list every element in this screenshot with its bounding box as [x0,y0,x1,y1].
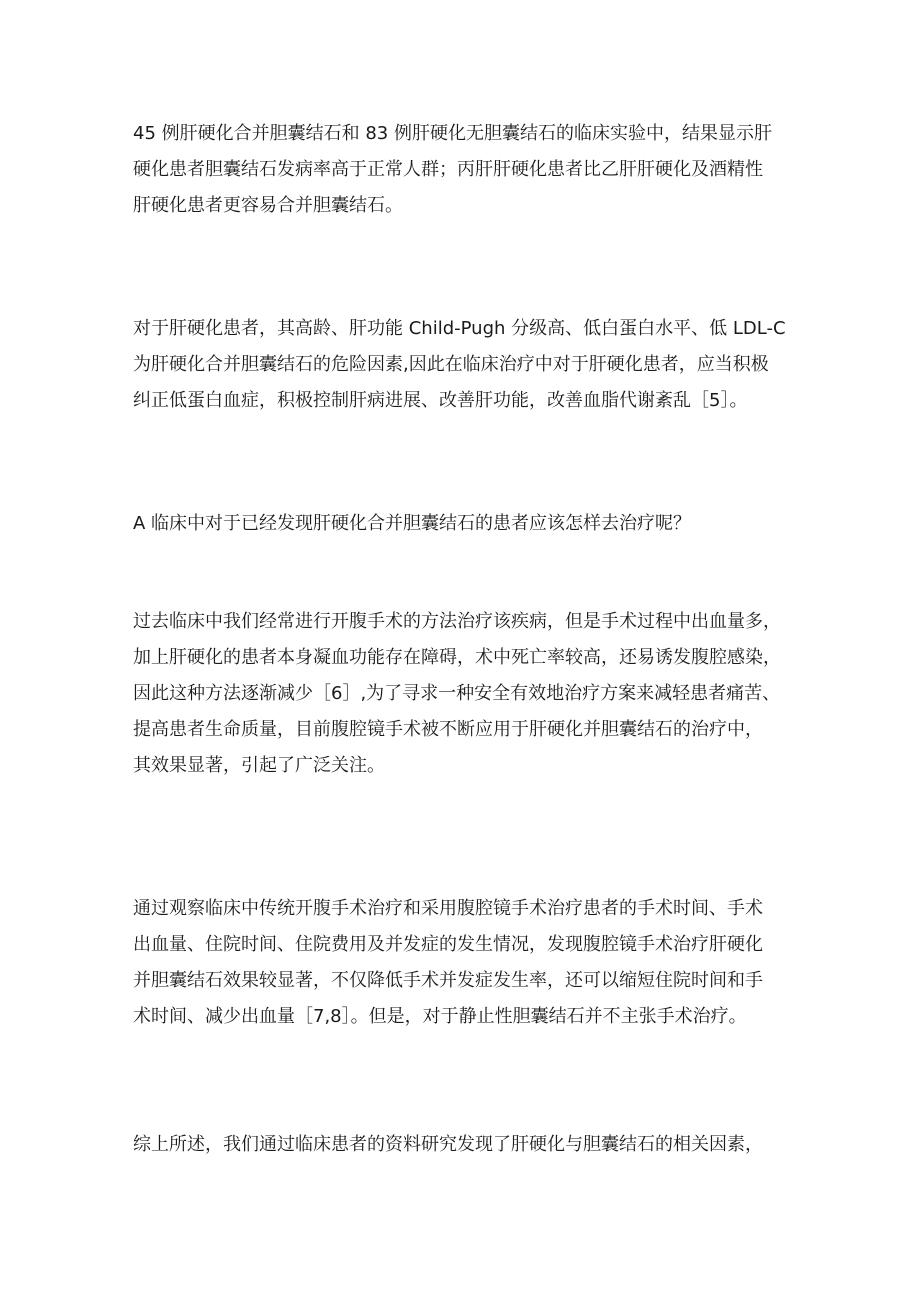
text-line: 肝硬化患者更容易合并胆囊结石。 [133,195,403,216]
paragraph-risk-factors [133,311,801,419]
text-line: 为肝硬化合并胆囊结石的危险因素,因此在临床治疗中对于肝硬化患者，应当积极 [133,354,769,375]
text-line: 其效果显著，引起了广泛关注。 [133,755,385,776]
text-line: 加上肝硬化的患者本身凝血功能存在障碍，术中死亡率较高，还易诱发腹腔感染， [133,647,781,668]
text-line: 对于肝硬化患者，其高龄、肝功能 Child-Pugh 分级高、低白蛋白水平、低 LDL-C [133,318,786,339]
text-line: 通过观察临床中传统开腹手术治疗和采用腹腔镜手术治疗患者的手术时间、手术 [133,898,763,919]
paragraph-laparoscopy [133,891,801,1035]
text-line: 出血量、住院时间、住院费用及并发症的发生情况，发现腹腔镜手术治疗肝硬化 [133,934,763,955]
text-line: 提高患者生命质量，目前腹腔镜手术被不断应用于肝硬化并胆囊结石的治疗中， [133,719,763,740]
text-line: 过去临床中我们经常进行开腹手术的方法治疗该疾病，但是手术过程中出血量多， [133,611,781,632]
text-line: 并胆囊结石效果较显著，不仅降低手术并发症发生率，还可以缩短住院时间和手 [133,970,763,991]
text-line: A 临床中对于已经发现肝硬化合并胆囊结石的患者应该怎样去治疗呢？ [133,513,692,534]
paragraph-question [133,506,801,542]
paragraph-surgery-history [133,604,801,784]
text-line: 45 例肝硬化合并胆囊结石和 83 例肝硬化无胆囊结石的临床实验中，结果显示肝 [133,123,772,144]
text-line: 硬化患者胆囊结石发病率高于正常人群；丙肝肝硬化患者比乙肝肝硬化及酒精性 [133,159,763,180]
text-line: 术时间、减少出血量［7,8］。但是，对于静止性胆囊结石并不主张手术治疗。 [133,1006,747,1027]
text-line: 综上所述，我们通过临床患者的资料研究发现了肝硬化与胆囊结石的相关因素， [133,1134,763,1155]
text-line: 纠正低蛋白血症，积极控制肝病进展、改善肝功能，改善血脂代谢紊乱［5］。 [133,390,748,411]
paragraph-prevalence [133,116,801,224]
text-line: 因此这种方法逐渐减少［6］,为了寻求一种安全有效地治疗方案来减轻患者痛苦、 [133,683,781,704]
paragraph-summary [133,1127,801,1163]
